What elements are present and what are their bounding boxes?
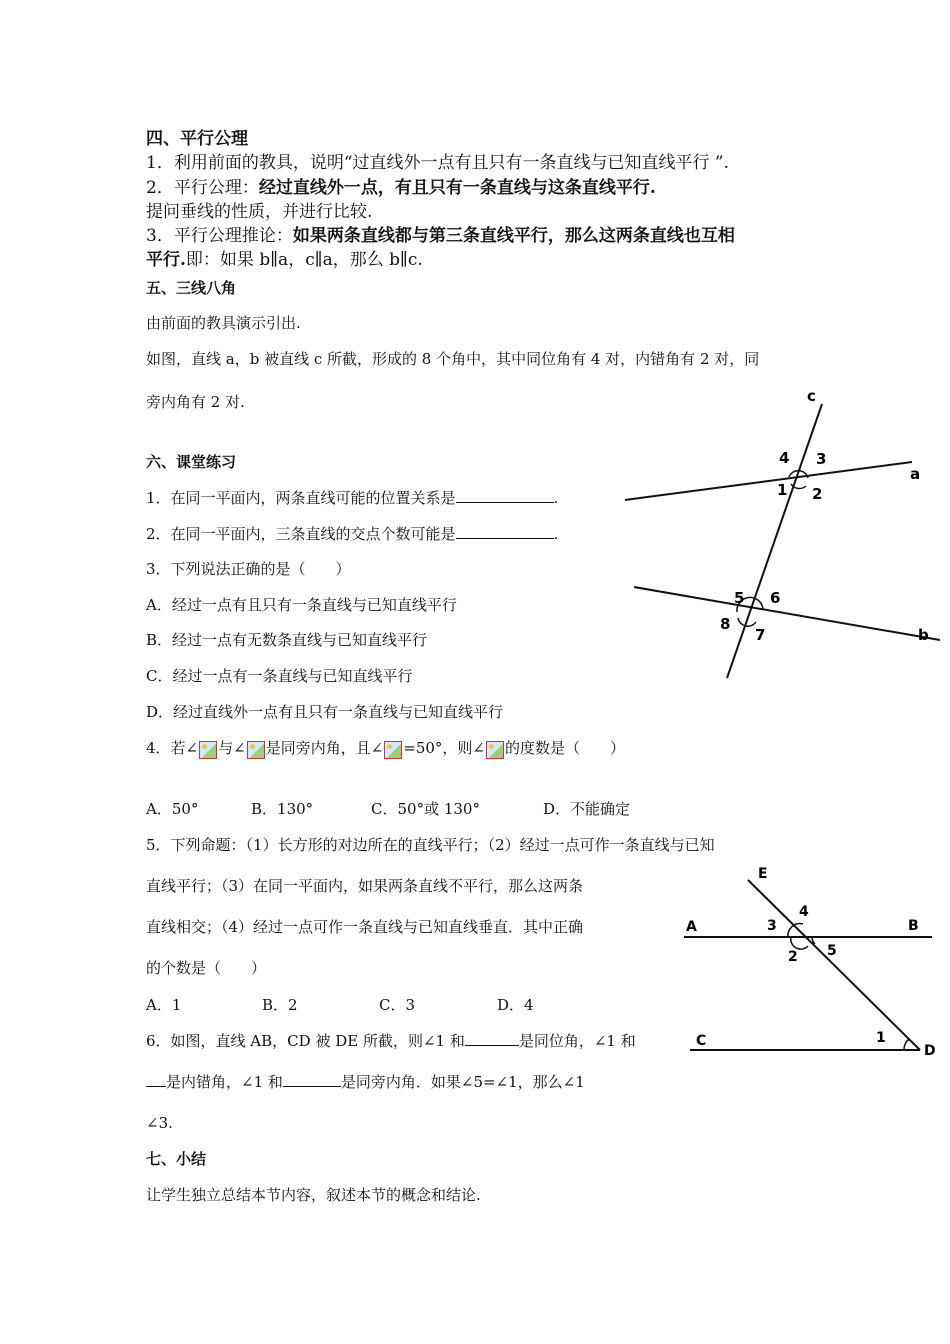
angle-label-2: 2 xyxy=(788,949,798,965)
q5-option-a: A．1 xyxy=(146,996,182,1014)
q6-blank-1[interactable] xyxy=(465,1032,519,1046)
s4-line-2 xyxy=(146,177,656,199)
angle-label-1: 1 xyxy=(777,481,788,499)
angle-arc xyxy=(904,1039,909,1050)
angle-label-3: 3 xyxy=(767,918,777,934)
q5-line-3: 直线相交；（4）经过一点可作一条直线与已知直线垂直．其中正确 xyxy=(146,918,584,936)
q2-text: 2．在同一平面内，三条直线的交点个数可能是 xyxy=(146,525,456,543)
q4-part-5: 的度数是（ ） xyxy=(505,739,626,757)
angle-label-2: 2 xyxy=(812,485,823,503)
s5-para-3: 旁内角有 2 对. xyxy=(146,393,245,411)
angle-label-5: 5 xyxy=(734,589,745,607)
q4-part-2: 与∠ xyxy=(218,739,246,757)
q3-option-a: A．经过一点有且只有一条直线与已知直线平行 xyxy=(146,596,457,614)
q4 xyxy=(146,739,625,759)
line-c xyxy=(727,404,822,678)
q6-text-3: 是内错角，∠1 和 xyxy=(166,1073,283,1091)
q4-option-a: A．50° xyxy=(146,800,199,818)
s5-para-1: 由前面的教具演示引出. xyxy=(146,314,301,332)
point-label-a: A xyxy=(686,919,697,935)
q6-text-1: 6．如图，直线 AB，CD 被 DE 所截，则∠1 和 xyxy=(146,1032,465,1050)
line-de xyxy=(748,880,920,1050)
q6-line-3: ∠3. xyxy=(146,1114,173,1132)
s4-line-4 xyxy=(146,225,735,247)
q1 xyxy=(146,489,558,507)
section-title-summary: 七、小结 xyxy=(146,1150,207,1168)
q4-part-4: =50°，则∠ xyxy=(403,739,486,757)
s5-para-2: 如图，直线 a，b 被直线 c 所截，形成的 8 个角中，其中同位角有 4 对，内错角有 2 对，同 xyxy=(146,350,760,368)
q1-text: 1．在同一平面内，两条直线可能的位置关系是 xyxy=(146,489,456,507)
angle-arc xyxy=(791,937,808,949)
q6-text-2: 是同位角，∠1 和 xyxy=(518,1032,636,1050)
q5-line-2: 直线平行；（3）在同一平面内，如果两条直线不平行，那么这两条 xyxy=(146,877,584,895)
q1-answer-blank[interactable] xyxy=(456,489,554,503)
s4-line-5 xyxy=(146,249,423,271)
point-label-e: E xyxy=(758,866,768,882)
q5-option-d: D．4 xyxy=(497,996,534,1014)
angle-label-3: 3 xyxy=(816,450,827,468)
s7-para: 让学生独立总结本节内容，叙述本节的概念和结论. xyxy=(146,1186,481,1204)
figure-three-lines-eight-angles xyxy=(620,382,940,682)
line-b xyxy=(634,587,940,640)
q6-text-4: 是同旁内角．如果∠5=∠1，那么∠1 xyxy=(340,1073,585,1091)
point-label-c: C xyxy=(696,1033,707,1049)
q2 xyxy=(146,525,558,543)
line-a xyxy=(625,462,912,500)
s4-line-4-corollary: 如果两条直线都与第三条直线平行，那么这两条直线也互相 xyxy=(292,226,735,246)
angle-label-7: 7 xyxy=(755,626,766,644)
q5-option-c: C．3 xyxy=(379,996,416,1014)
section-title-exercises: 六、课堂练习 xyxy=(146,453,237,471)
q6-blank-2[interactable] xyxy=(146,1073,166,1087)
q5-option-b: B．2 xyxy=(262,996,298,1014)
angle-label-5: 5 xyxy=(827,943,837,959)
s4-line-5-bold: 平行. xyxy=(146,250,186,270)
q2-answer-blank[interactable] xyxy=(456,525,554,539)
q6-line-1 xyxy=(146,1032,636,1050)
point-label-d: D xyxy=(924,1043,936,1059)
q5-line-4: 的个数是（ ） xyxy=(146,959,267,977)
q5-line-1: 5．下列命题：（1）长方形的对边所在的直线平行；（2）经过一点可作一条直线与已知 xyxy=(146,836,715,854)
q4-option-b: B．130° xyxy=(251,800,314,818)
broken-image-icon xyxy=(486,741,504,759)
figure-lines-ab-cd-de xyxy=(680,858,940,1068)
q4-option-d: D．不能确定 xyxy=(543,800,631,818)
s4-line-3: 提问垂线的性质，并进行比较. xyxy=(146,202,373,222)
q3: 3．下列说法正确的是（ ） xyxy=(146,560,351,578)
angle-label-4: 4 xyxy=(799,904,809,920)
angle-label-8: 8 xyxy=(720,615,731,633)
q2-end: . xyxy=(553,525,559,543)
section-title-parallel-axiom: 四、平行公理 xyxy=(146,129,248,149)
section-title-three-lines: 五、三线八角 xyxy=(146,279,237,297)
angle-label-1: 1 xyxy=(876,1030,886,1046)
q4-part-1: 4．若∠ xyxy=(146,739,199,757)
point-label-b: B xyxy=(908,918,919,934)
q6-blank-3[interactable] xyxy=(283,1073,341,1087)
angle-label-6: 6 xyxy=(770,589,781,607)
s4-line-4-label: 3．平行公理推论： xyxy=(146,226,293,246)
s4-line-2-label: 2．平行公理： xyxy=(146,178,259,198)
q3-option-d: D．经过直线外一点有且只有一条直线与已知直线平行 xyxy=(146,703,504,721)
broken-image-icon xyxy=(199,741,217,759)
s4-line-5-rest: 即：如果 b∥a，c∥a，那么 b∥c. xyxy=(185,250,423,270)
q6-line-2 xyxy=(146,1073,585,1091)
q3-option-b: B．经过一点有无数条直线与已知直线平行 xyxy=(146,631,428,649)
s4-line-2-axiom: 经过直线外一点，有且只有一条直线与这条直线平行. xyxy=(258,178,656,198)
broken-image-icon xyxy=(384,741,402,759)
q3-option-c: C．经过一点有一条直线与已知直线平行 xyxy=(146,667,413,685)
s4-line-1: 1．利用前面的教具，说明“过直线外一点有且只有一条直线与已知直线平行 ”. xyxy=(146,153,730,173)
label-a: a xyxy=(910,465,921,483)
q4-part-3: 是同旁内角，且∠ xyxy=(265,739,384,757)
label-c: c xyxy=(807,387,816,405)
angle-label-4: 4 xyxy=(779,449,790,467)
q4-option-c: C．50°或 130° xyxy=(371,800,480,818)
broken-image-icon xyxy=(247,741,265,759)
label-b: b xyxy=(918,626,929,644)
q1-end: . xyxy=(553,489,559,507)
